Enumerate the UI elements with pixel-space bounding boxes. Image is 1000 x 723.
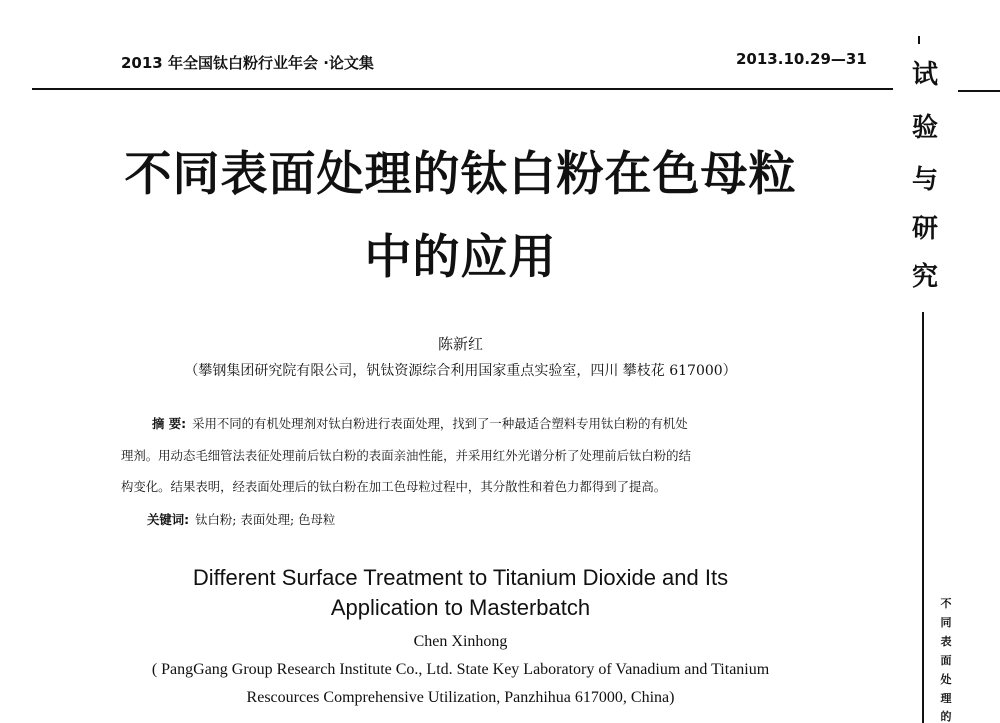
keywords-label: 关键词:	[147, 512, 190, 527]
running-title-char: 的	[940, 710, 952, 723]
paper-title-en: Application to Masterbatch	[330, 595, 591, 620]
section-char: 究	[911, 262, 938, 292]
section-char: 验	[911, 113, 938, 143]
author-en: Chen Xinhong	[413, 633, 508, 650]
abstract-label: 摘 要:	[152, 416, 187, 431]
paper-title-cn: 中的应用	[364, 230, 557, 285]
sidebar-rule	[958, 90, 1000, 92]
section-char: 与	[911, 165, 938, 195]
affiliation-en: Rescources Comprehensive Utilization, Panzhihua 617000, China)	[246, 689, 675, 706]
abstract-cn	[152, 418, 859, 430]
abstract-text: 构变化。结果表明，经表面处理后的钛白粉在加工色母粒过程中，其分散性和着色力都得到了提高。	[121, 479, 667, 494]
header-rule	[32, 88, 893, 90]
section-char: 研	[911, 214, 938, 244]
keywords-cn	[147, 510, 335, 528]
keywords-text: 钛白粉; 表面处理; 色母粒	[195, 512, 336, 527]
cutoff-text-line	[120, 716, 850, 723]
sidebar-tick	[918, 36, 920, 44]
running-title-char: 理	[940, 692, 952, 705]
running-title-char: 表	[940, 635, 952, 648]
abstract-text: 理剂。用动态毛细管法表征处理前后钛白粉的表面亲油性能，并采用红外光谱分析了处理前后钛白粉的结	[121, 448, 691, 463]
running-title-char: 面	[940, 654, 952, 667]
paper-title-cn: 不同表面处理的钛白粉在色母粒	[124, 147, 797, 202]
author-cn: 陈新红	[437, 335, 483, 353]
affiliation-cn: （攀钢集团研究院有限公司，钒钛资源综合利用国家重点实验室，四川 攀枝花 617000）	[184, 363, 737, 379]
running-title-char: 同	[940, 616, 952, 629]
running-title-char: 不	[940, 597, 952, 610]
running-title-char: 处	[940, 673, 952, 686]
conference-date: 2013.10.29—31	[736, 50, 867, 68]
proceedings-header: 2013 年全国钛白粉行业年会 ·论文集	[121, 54, 374, 72]
sidebar-divider	[922, 312, 924, 723]
abstract-text: 采用不同的有机处理剂对钛白粉进行表面处理，找到了一种最适合塑料专用钛白粉的有机处	[192, 416, 688, 431]
paper-title-en: Different Surface Treatment to Titanium Dioxide and Its	[192, 565, 729, 590]
section-char: 试	[911, 60, 938, 90]
affiliation-en: ( PangGang Group Research Institute Co., Ltd. State Key Laboratory of Vanadium and Titanium	[151, 661, 770, 678]
